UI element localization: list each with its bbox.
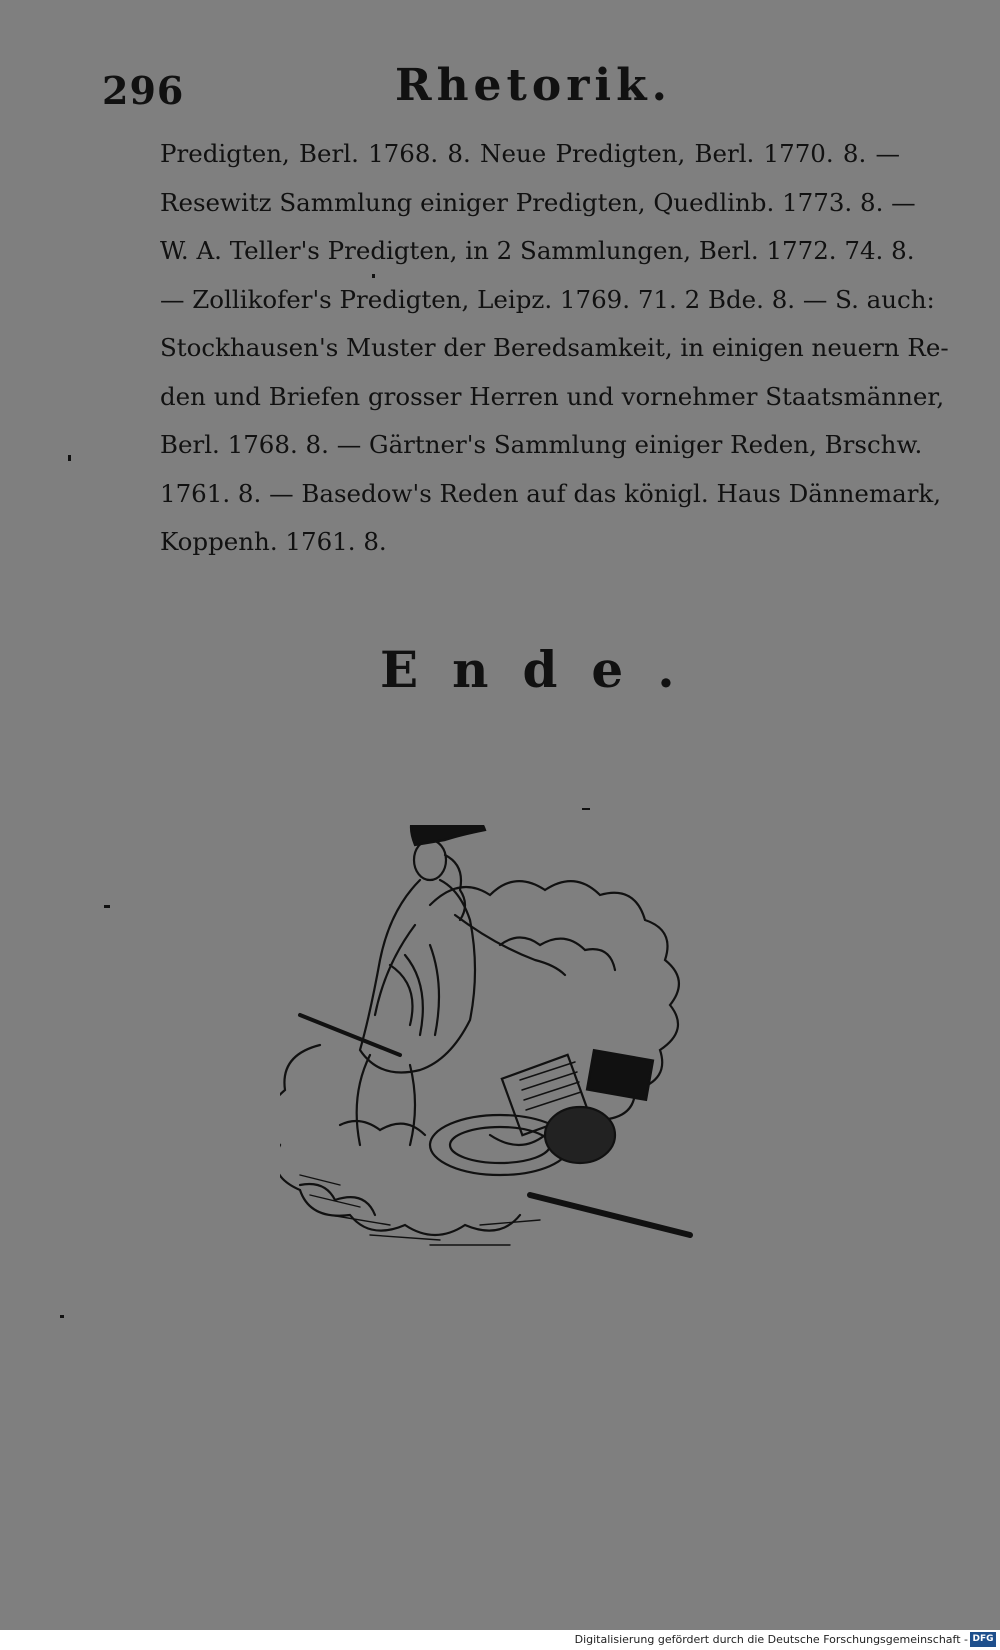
- cloud-shape: [430, 881, 679, 1145]
- body-text: [160, 130, 949, 567]
- shading: [300, 1175, 540, 1245]
- cloud-shape: [300, 1184, 375, 1215]
- body-line: den und Briefen grosser Herren und vornehmer Staatsmänner,: [160, 381, 945, 411]
- body-line: Stockhausen's Muster der Beredsamkeit, in einigen neuern Re-: [160, 333, 949, 362]
- ink-speck: [582, 808, 590, 810]
- figure-legs: [357, 1055, 415, 1145]
- body-line: Koppenh. 1761. 8.: [160, 527, 387, 556]
- dfg-logo: DFG: [970, 1632, 996, 1647]
- body-line: — Zollikofer's Predigten, Leipz. 1769. 71. 2 Bde. 8. — S. auch:: [160, 284, 935, 314]
- body-line: Predigten, Berl. 1768. 8. Neue Predigten, Berl. 1770. 8. —: [160, 139, 900, 168]
- figure-drapery: [390, 945, 439, 1035]
- helmet-wings: [411, 825, 485, 845]
- body-line: Berl. 1768. 8. — Gärtner's Sammlung einiger Reden, Brschw.: [160, 430, 923, 459]
- ink-speck: [60, 1315, 64, 1318]
- body-line: Resewitz Sammlung einiger Predigten, Quedlinb. 1773. 8. —: [160, 187, 916, 217]
- shield-inner: [450, 1127, 550, 1163]
- digitization-credit: Digitalisierung gefördert durch die Deutsche Forschungsgemeinschaft -: [574, 1633, 968, 1646]
- end-word: Ende.: [380, 640, 709, 699]
- staff: [530, 1195, 690, 1235]
- spear: [300, 1015, 400, 1055]
- ink-speck: [68, 455, 71, 461]
- globe: [545, 1107, 615, 1163]
- ink-speck: [372, 274, 375, 278]
- body-line: W. A. Teller's Predigten, in 2 Sammlungen, Berl. 1772. 74. 8.: [160, 236, 915, 265]
- books: [587, 1050, 653, 1100]
- vignette-illustration: [280, 825, 740, 1305]
- page-number: 296: [102, 68, 185, 113]
- running-head: Rhetorik.: [395, 60, 672, 111]
- footer-bar: [0, 1630, 1000, 1650]
- figure-head: [414, 840, 446, 880]
- ink-speck: [104, 905, 110, 908]
- body-line: 1761. 8. — Basedow's Reden auf das königl. Haus Dännemark,: [160, 478, 942, 508]
